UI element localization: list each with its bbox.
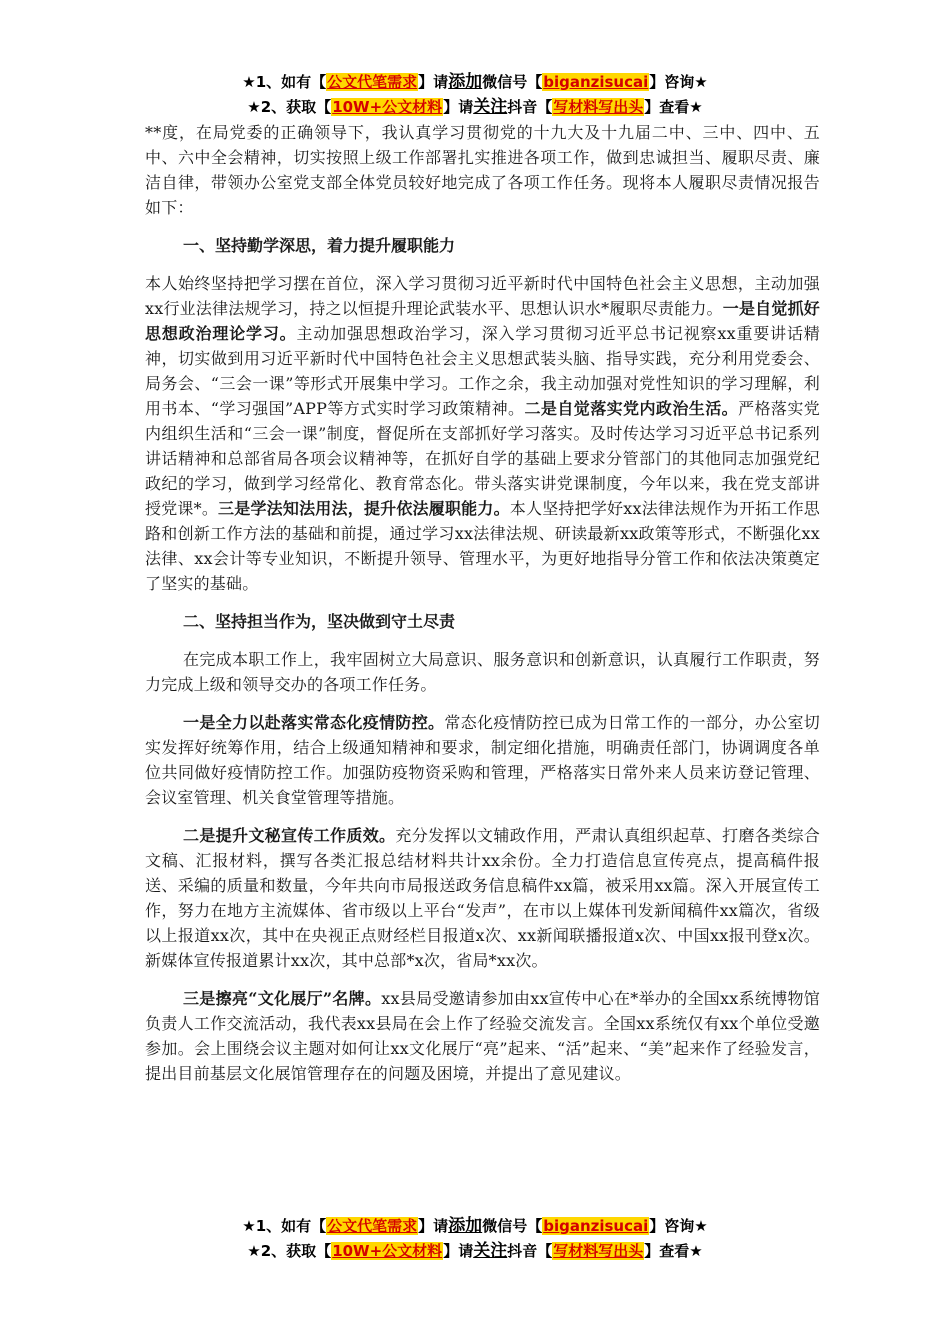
promo-line-2: ★2、获取【10W+公文材料】请关注抖音【写材料写出头】查看★ (247, 97, 703, 117)
promo-highlight: 公文代笔需求 (327, 1217, 418, 1235)
promo-line-1: ★1、如有【公文代笔需求】请添加微信号【biganzisucai】咨询★ (242, 72, 708, 92)
promo-line-1: ★1、如有【公文代笔需求】请添加微信号【biganzisucai】咨询★ (242, 1216, 708, 1236)
intro-paragraph: **度，在局党委的正确领导下，我认真学习贯彻党的十九大及十九届二中、三中、四中、五中、六中全会精神，切实按照上级工作部署扎实推进各项工作，做到忠诚担当、履职尽责、廉洁自律，带领办公室党支部全体党员较好地完成了各项工作任务。现将本人履职尽责情况报告如下： (145, 123, 820, 217)
section-2-item-1: 一是全力以赴落实常态化疫情防控。常态化疫情防控已成为日常工作的一部分，办公室切实发挥好统筹作用，结合上级通知精神和要求，制定细化措施，明确责任部门，协调调度各单位共同做好疫情防控工作。加强防疫物资采购和管理，严格落实日常外来人员来访登记管理、会议室管理、机关食堂管理等措施。 (145, 713, 820, 807)
section-2-item-2: 二是提升文秘宣传工作质效。充分发挥以文辅政作用，严肃认真组织起草、打磨各类综合文稿、汇报材料，撰写各类汇报总结材料共计xx余份。全力打造信息宣传亮点，提高稿件报送、采编的质量和数量，今年共向市局报送政务信息稿件xx篇，被采用xx篇。深入开展宣传工作，努力在地方主流媒体、省市级以上平台“发声”，在市以上媒体刊发新闻稿件xx篇次，省级以上报道xx次，其中在央视正点财经栏目报道x次、xx新闻联播报道x次、中国xx报刊登x次。新媒体宣传报道累计xx次，其中总部*x次，省局*xx次。 (145, 826, 820, 970)
promo-highlight: 10W+公文材料 (332, 98, 443, 116)
promo-highlight: 10W+公文材料 (332, 1242, 443, 1260)
douyin-id: 写材料写出头 (553, 98, 644, 116)
wechat-id: biganzisucai (543, 73, 649, 91)
section-1-paragraph: 本人始终坚持把学习摆在首位，深入学习贯彻习近平新时代中国特色社会主义思想，主动加强xx行业法律法规学习，持之以恒提升理论武装水平、思想认识水*履职尽责能力。一是自觉抓好思想政治理论学习。主动加强思想政治学习，深入学习贯彻习近平总书记视察xx重要讲话精神，切实做到用习近平新时代中国特色社会主义思想武装头脑、指导实践，充分利用党委会、局务会、“三会一课”等形式开展集中学习。工作之余，我主动加强对党性知识的学习理解，利用书本、“学习强国”APP等方式实时学习政策精神。二是自觉落实党内政治生活。严格落实党内组织生活和“三会一课”制度，督促所在支部抓好学习落实。及时传达学习习近平总书记系列讲话精神和总部省局各项会议精神等，在抓好自学的基础上要求分管部门的其他同志加强党纪政纪的学习，做到学习经常化、教育常态化。带头落实讲党课制度，今年以来，我在党支部讲授党课*。三是学法知法用法，提升依法履职能力。本人坚持把学好xx法律法规作为开拓工作思路和创新工作方法的基础和前提，通过学习xx法律法规、研读最新xx政策等形式，不断强化xx法律、xx会计等专业知识，不断提升领导、管理水平，为更好地指导分管工作和依法决策奠定了坚实的基础。 (145, 274, 820, 593)
section-2-item-3: 三是擦亮“文化展厅”名牌。xx县局受邀请参加由xx宣传中心在*举办的全国xx系统博物馆负责人工作交流活动，我代表xx县局在会上作了经验交流发言。全国xx系统仅有xx个单位受邀参加。会上围绕会议主题对如何让xx文化展厅“亮”起来、“活”起来、“美”起来作了经验发言，提出目前基层文化展馆管理存在的问题及困境，并提出了意见建议。 (145, 989, 820, 1083)
wechat-id: biganzisucai (543, 1217, 649, 1235)
report-body (145, 120, 820, 1086)
promo-line-2: ★2、获取【10W+公文材料】请关注抖音【写材料写出头】查看★ (247, 1241, 703, 1261)
section-2-intro: 在完成本职工作上，我牢固树立大局意识、服务意识和创新意识，认真履行工作职责，努力完成上级和领导交办的各项工作任务。 (145, 650, 820, 694)
promo-banner-top (0, 70, 950, 120)
section-1-heading: 一、坚持勤学深思，着力提升履职能力 (183, 236, 456, 255)
promo-highlight: 公文代笔需求 (327, 73, 418, 91)
douyin-id: 写材料写出头 (553, 1242, 644, 1260)
promo-banner-bottom (0, 1214, 950, 1264)
section-2-heading: 二、坚持担当作为，坚决做到守土尽责 (183, 612, 456, 631)
